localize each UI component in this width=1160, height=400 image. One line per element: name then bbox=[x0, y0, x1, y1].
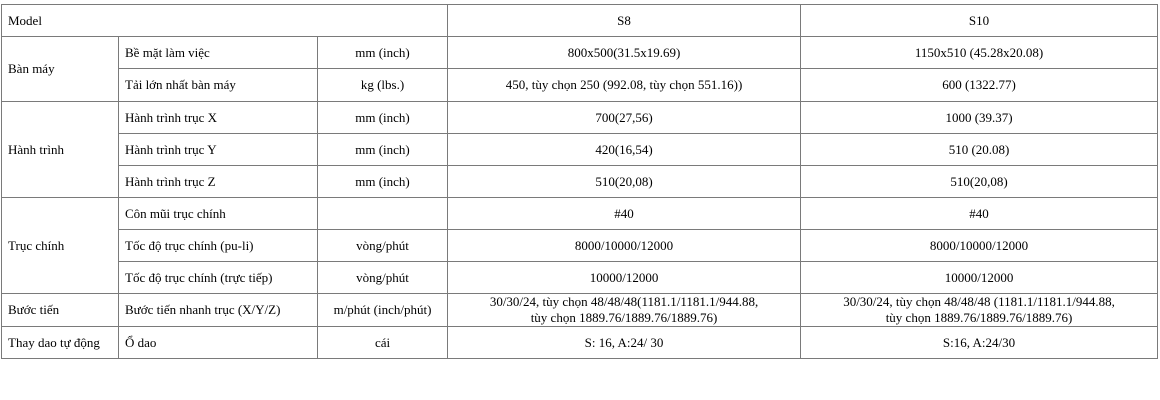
table-row bbox=[2, 262, 1158, 294]
s10-value: 510(20,08) bbox=[801, 166, 1158, 198]
unit-cell: cái bbox=[318, 327, 448, 359]
group-buoc-tien: Bước tiến bbox=[2, 294, 119, 327]
s10-value: 510 (20.08) bbox=[801, 134, 1158, 166]
unit-cell: vòng/phút bbox=[318, 230, 448, 262]
unit-cell: mm (inch) bbox=[318, 134, 448, 166]
s10-value-line2: tùy chọn 1889.76/1889.76/1889.76) bbox=[885, 310, 1073, 325]
table-row bbox=[2, 294, 1158, 327]
s8-value: 8000/10000/12000 bbox=[448, 230, 801, 262]
header-row bbox=[2, 5, 1158, 37]
item-label: Tải lớn nhất bàn máy bbox=[119, 69, 318, 102]
group-thay-dao: Thay dao tự động bbox=[2, 327, 119, 359]
unit-cell: mm (inch) bbox=[318, 102, 448, 134]
unit-cell: m/phút (inch/phút) bbox=[318, 294, 448, 327]
item-label: Côn mũi trục chính bbox=[119, 198, 318, 230]
s8-value-line2: tùy chọn 1889.76/1889.76/1889.76) bbox=[530, 310, 718, 325]
s8-value bbox=[448, 294, 801, 327]
s10-value: 1150x510 (45.28x20.08) bbox=[801, 37, 1158, 69]
item-label: Hành trình trục X bbox=[119, 102, 318, 134]
table-row bbox=[2, 327, 1158, 359]
unit-cell: vòng/phút bbox=[318, 262, 448, 294]
item-label: Hành trình trục Y bbox=[119, 134, 318, 166]
s8-value: #40 bbox=[448, 198, 801, 230]
unit-cell: kg (lbs.) bbox=[318, 69, 448, 102]
s8-value: 700(27,56) bbox=[448, 102, 801, 134]
item-label: Hành trình trục Z bbox=[119, 166, 318, 198]
s8-value: 10000/12000 bbox=[448, 262, 801, 294]
s10-value bbox=[801, 294, 1158, 327]
s8-header: S8 bbox=[448, 5, 801, 37]
item-label: Bước tiến nhanh trục (X/Y/Z) bbox=[119, 294, 318, 327]
s8-value: 420(16,54) bbox=[448, 134, 801, 166]
unit-cell bbox=[318, 198, 448, 230]
item-label: Tốc độ trục chính (trực tiếp) bbox=[119, 262, 318, 294]
table-row bbox=[2, 134, 1158, 166]
s10-value: 1000 (39.37) bbox=[801, 102, 1158, 134]
table-row bbox=[2, 102, 1158, 134]
table-row bbox=[2, 166, 1158, 198]
table-row bbox=[2, 230, 1158, 262]
group-truc-chinh: Trục chính bbox=[2, 198, 119, 294]
model-header: Model bbox=[2, 5, 448, 37]
table-row bbox=[2, 198, 1158, 230]
s10-value: S:16, A:24/30 bbox=[801, 327, 1158, 359]
item-label: Ổ dao bbox=[119, 327, 318, 359]
s10-value: 8000/10000/12000 bbox=[801, 230, 1158, 262]
group-ban-may: Bàn máy bbox=[2, 37, 119, 102]
s8-value: 800x500(31.5x19.69) bbox=[448, 37, 801, 69]
unit-cell: mm (inch) bbox=[318, 166, 448, 198]
s8-value: 450, tùy chọn 250 (992.08, tùy chọn 551.16)) bbox=[448, 69, 801, 102]
s10-value: 10000/12000 bbox=[801, 262, 1158, 294]
unit-cell: mm (inch) bbox=[318, 37, 448, 69]
s10-value-line1: 30/30/24, tùy chọn 48/48/48 (1181.1/1181.1/944.88, bbox=[843, 294, 1115, 309]
s8-value: S: 16, A:24/ 30 bbox=[448, 327, 801, 359]
s10-value: #40 bbox=[801, 198, 1158, 230]
spec-table bbox=[1, 4, 1158, 359]
item-label: Bề mặt làm việc bbox=[119, 37, 318, 69]
table-row bbox=[2, 37, 1158, 69]
table-row bbox=[2, 69, 1158, 102]
item-label: Tốc độ trục chính (pu-li) bbox=[119, 230, 318, 262]
s8-value: 510(20,08) bbox=[448, 166, 801, 198]
s10-header: S10 bbox=[801, 5, 1158, 37]
s10-value: 600 (1322.77) bbox=[801, 69, 1158, 102]
s8-value-line1: 30/30/24, tùy chọn 48/48/48(1181.1/1181.1/944.88, bbox=[489, 294, 759, 309]
group-hanh-trinh: Hành trình bbox=[2, 102, 119, 198]
